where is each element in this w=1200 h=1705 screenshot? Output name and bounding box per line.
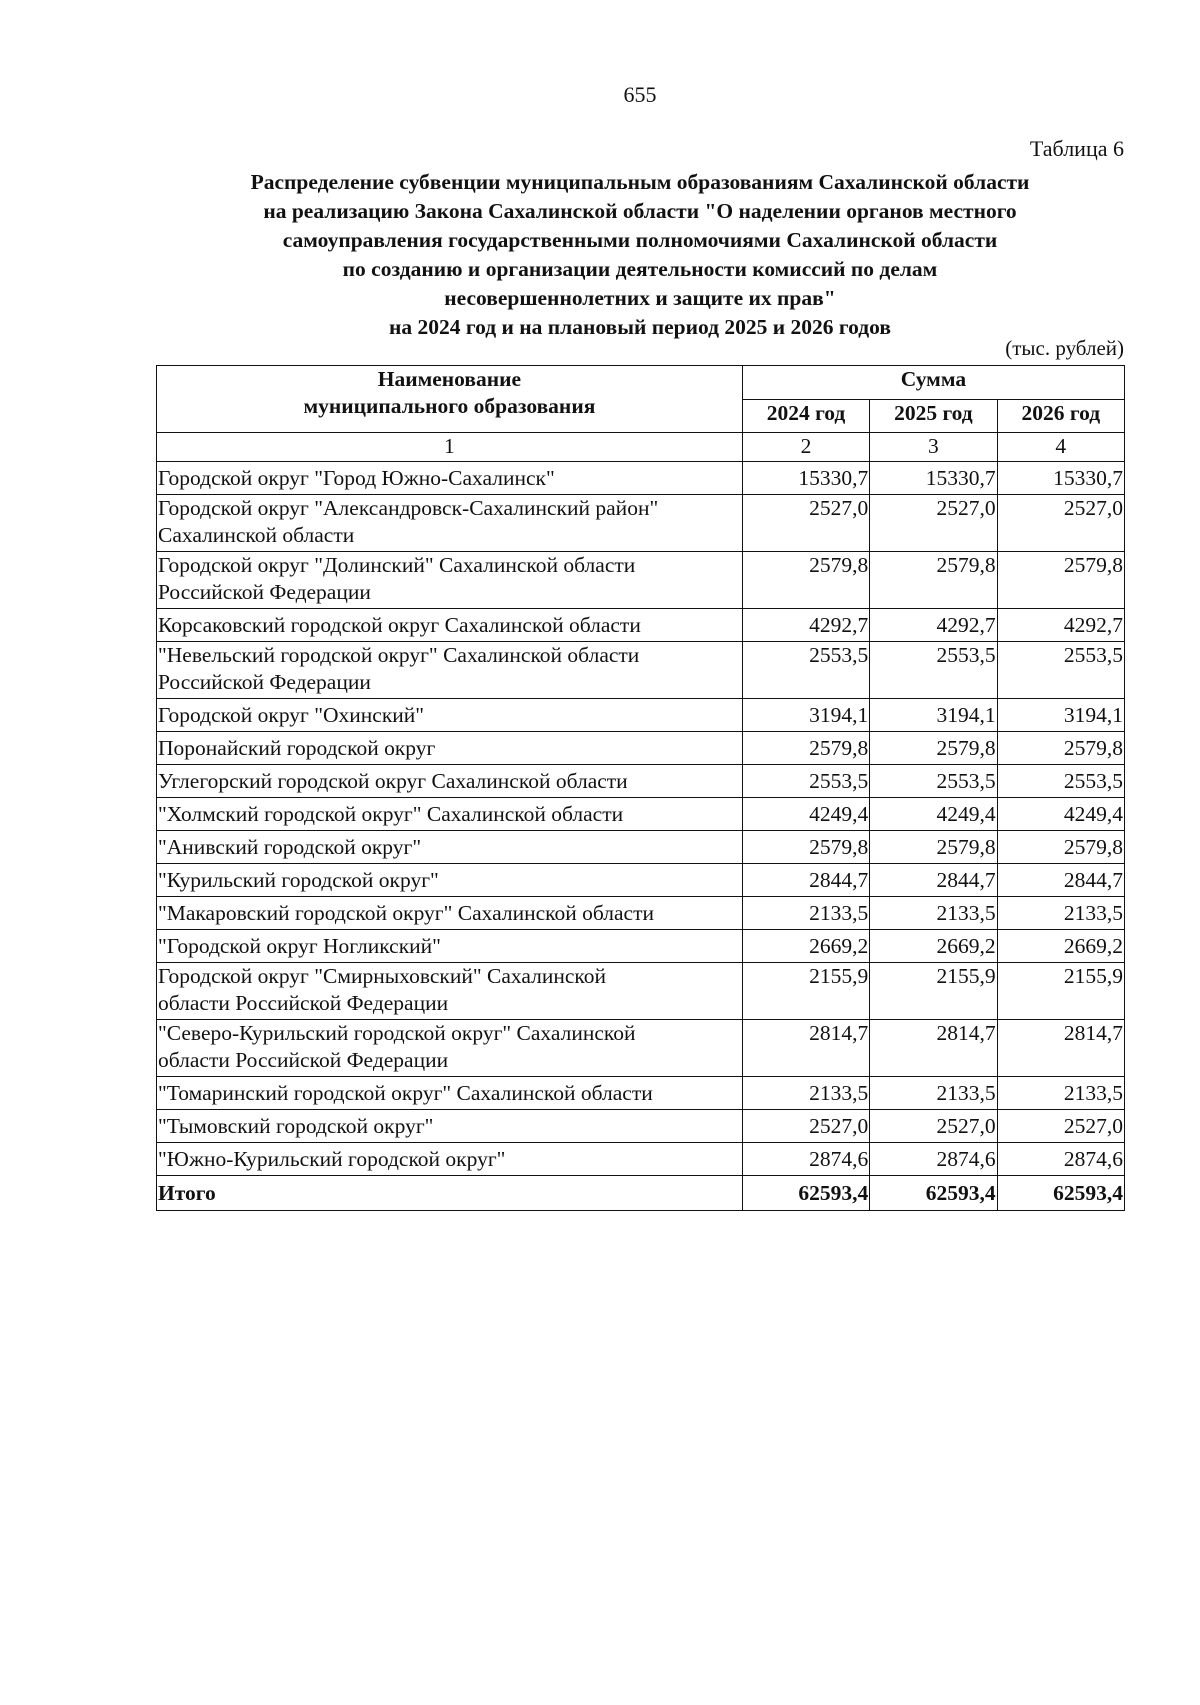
header-year-2025: 2025 год <box>870 400 997 433</box>
header-name-line: муниципального образования <box>303 394 596 418</box>
amount-2024: 15330,7 <box>742 462 869 495</box>
table-row <box>157 495 1125 552</box>
amount-2024: 2844,7 <box>742 864 869 897</box>
municipality-name-line: "Холмский городской округ" Сахалинской области <box>158 802 624 826</box>
municipality-name <box>157 495 743 552</box>
amount-2024: 2527,0 <box>742 1110 869 1143</box>
document-title <box>160 168 1120 342</box>
column-number: 2 <box>742 433 869 462</box>
amount-2026: 2579,8 <box>997 732 1124 765</box>
amount-2024: 2133,5 <box>742 1077 869 1110</box>
municipality-name-line: "Невельский городской округ" Сахалинской области <box>158 643 640 667</box>
table-row <box>157 552 1125 609</box>
table-row <box>157 1143 1125 1176</box>
amount-2025: 2553,5 <box>870 642 997 699</box>
amount-2026: 2579,8 <box>997 831 1124 864</box>
amount-2024: 2527,0 <box>742 495 869 552</box>
municipality-name <box>157 1077 743 1110</box>
municipality-name <box>157 1143 743 1176</box>
municipality-name-line: Городской округ "Долинский" Сахалинской области <box>158 553 636 577</box>
amount-2024: 2553,5 <box>742 642 869 699</box>
amount-2025: 2579,8 <box>870 552 997 609</box>
total-row <box>157 1176 1125 1211</box>
header-year-2024: 2024 год <box>742 400 869 433</box>
title-line: самоуправления государственными полномочиями Сахалинской области <box>282 228 998 252</box>
total-label: Итого <box>157 1176 743 1211</box>
municipality-name <box>157 462 743 495</box>
table-row <box>157 798 1125 831</box>
amount-2026: 15330,7 <box>997 462 1124 495</box>
amount-2025: 2527,0 <box>870 495 997 552</box>
municipality-name-line: "Макаровский городской округ" Сахалинской области <box>158 901 654 925</box>
amount-2026: 2669,2 <box>997 930 1124 963</box>
page-number: 655 <box>623 82 657 107</box>
municipality-name <box>157 930 743 963</box>
table-row <box>157 609 1125 642</box>
amount-2025: 2669,2 <box>870 930 997 963</box>
municipality-name-line: области Российской Федерации <box>158 1048 449 1072</box>
municipality-name-line: Сахалинской области <box>158 523 355 547</box>
municipality-name <box>157 963 743 1020</box>
amount-2024: 4292,7 <box>742 609 869 642</box>
title-line: Распределение субвенции муниципальным образованиям Сахалинской области <box>250 170 1030 194</box>
title-line: по созданию и организации деятельности комиссий по делам <box>342 257 938 281</box>
amount-2026: 2133,5 <box>997 1077 1124 1110</box>
table-body <box>157 462 1125 1176</box>
municipality-name <box>157 765 743 798</box>
table-row <box>157 963 1125 1020</box>
column-number: 4 <box>997 433 1124 462</box>
amount-2024: 4249,4 <box>742 798 869 831</box>
table-row <box>157 699 1125 732</box>
municipality-name <box>157 732 743 765</box>
amount-2025: 15330,7 <box>870 462 997 495</box>
table-row <box>157 765 1125 798</box>
amount-2026: 2133,5 <box>997 897 1124 930</box>
units-note: (тыс. рублей) <box>1005 336 1124 360</box>
amount-2024: 2579,8 <box>742 552 869 609</box>
amount-2026: 2579,8 <box>997 552 1124 609</box>
header-year-2026: 2026 год <box>997 400 1124 433</box>
amount-2024: 2669,2 <box>742 930 869 963</box>
amount-2026: 2814,7 <box>997 1020 1124 1077</box>
municipality-name-line: области Российской Федерации <box>158 991 449 1015</box>
municipality-name-line: "Северо-Курильский городской округ" Сахалинской <box>158 1021 636 1045</box>
amount-2024: 2579,8 <box>742 732 869 765</box>
municipality-name-line: Российской Федерации <box>158 670 371 694</box>
municipality-name-line: "Анивский городской округ" <box>158 835 422 859</box>
amount-2025: 2844,7 <box>870 864 997 897</box>
subsidy-table <box>156 365 1125 1211</box>
table-row <box>157 1110 1125 1143</box>
total-value-2025: 62593,4 <box>870 1176 997 1211</box>
amount-2024: 2579,8 <box>742 831 869 864</box>
amount-2024: 2814,7 <box>742 1020 869 1077</box>
municipality-name <box>157 609 743 642</box>
amount-2025: 2579,8 <box>870 831 997 864</box>
total-value-2024: 62593,4 <box>742 1176 869 1211</box>
title-line: несовершеннолетних и защите их прав" <box>444 286 836 310</box>
amount-2026: 2553,5 <box>997 642 1124 699</box>
municipality-name-line: Российской Федерации <box>158 580 371 604</box>
table-row <box>157 897 1125 930</box>
municipality-name-line: "Южно-Курильский городской округ" <box>158 1147 506 1171</box>
municipality-name-line: Городской округ "Охинский" <box>158 703 425 727</box>
amount-2025: 2133,5 <box>870 1077 997 1110</box>
municipality-name-line: Поронайский городской округ <box>158 736 436 760</box>
amount-2025: 2874,6 <box>870 1143 997 1176</box>
column-number: 3 <box>870 433 997 462</box>
municipality-name <box>157 642 743 699</box>
municipality-name-line: Городской округ "Александровск-Сахалинский район" <box>158 496 659 520</box>
table-row <box>157 462 1125 495</box>
amount-2026: 2844,7 <box>997 864 1124 897</box>
table-row <box>157 1020 1125 1077</box>
table-row <box>157 930 1125 963</box>
municipality-name-line: "Курильский городской округ" <box>158 868 439 892</box>
amount-2024: 2874,6 <box>742 1143 869 1176</box>
amount-2026: 2527,0 <box>997 1110 1124 1143</box>
municipality-name <box>157 798 743 831</box>
header-municipality <box>157 366 743 433</box>
table-row <box>157 732 1125 765</box>
municipality-name-line: "Тымовский городской округ" <box>158 1114 434 1138</box>
municipality-name <box>157 831 743 864</box>
amount-2026: 3194,1 <box>997 699 1124 732</box>
title-line: на реализацию Закона Сахалинской области "О наделении органов местного <box>263 199 1017 223</box>
table-row <box>157 642 1125 699</box>
municipality-name <box>157 864 743 897</box>
municipality-name-line: Городской округ "Город Южно-Сахалинск" <box>158 466 555 490</box>
table-row <box>157 831 1125 864</box>
amount-2025: 2579,8 <box>870 732 997 765</box>
amount-2025: 2155,9 <box>870 963 997 1020</box>
municipality-name <box>157 699 743 732</box>
municipality-name <box>157 897 743 930</box>
table-row <box>157 1077 1125 1110</box>
amount-2024: 2553,5 <box>742 765 869 798</box>
amount-2025: 2527,0 <box>870 1110 997 1143</box>
amount-2026: 2874,6 <box>997 1143 1124 1176</box>
table-label: Таблица 6 <box>1029 136 1124 161</box>
amount-2024: 3194,1 <box>742 699 869 732</box>
municipality-name <box>157 1020 743 1077</box>
municipality-name-line: Корсаковский городской округ Сахалинской области <box>158 613 641 637</box>
header-name-line: Наименование <box>377 367 522 391</box>
table-row <box>157 864 1125 897</box>
amount-2025: 4249,4 <box>870 798 997 831</box>
amount-2025: 2133,5 <box>870 897 997 930</box>
column-number: 1 <box>157 433 743 462</box>
municipality-name-line: "Томаринский городской округ" Сахалинской области <box>158 1081 653 1105</box>
amount-2025: 2553,5 <box>870 765 997 798</box>
municipality-name-line: Городской округ "Смирныховский" Сахалинской <box>158 964 607 988</box>
amount-2026: 4249,4 <box>997 798 1124 831</box>
municipality-name <box>157 552 743 609</box>
amount-2026: 2553,5 <box>997 765 1124 798</box>
amount-2025: 4292,7 <box>870 609 997 642</box>
municipality-name-line: "Городской округ Ногликский" <box>158 934 441 958</box>
municipality-name-line: Углегорский городской округ Сахалинской области <box>158 769 628 793</box>
amount-2025: 2814,7 <box>870 1020 997 1077</box>
amount-2025: 3194,1 <box>870 699 997 732</box>
amount-2024: 2133,5 <box>742 897 869 930</box>
municipality-name <box>157 1110 743 1143</box>
header-sum: Сумма <box>742 366 1124 400</box>
amount-2024: 2155,9 <box>742 963 869 1020</box>
title-line: на 2024 год и на плановый период 2025 и 2026 годов <box>389 315 891 339</box>
amount-2026: 2527,0 <box>997 495 1124 552</box>
amount-2026: 2155,9 <box>997 963 1124 1020</box>
total-value-2026: 62593,4 <box>997 1176 1124 1211</box>
amount-2026: 4292,7 <box>997 609 1124 642</box>
